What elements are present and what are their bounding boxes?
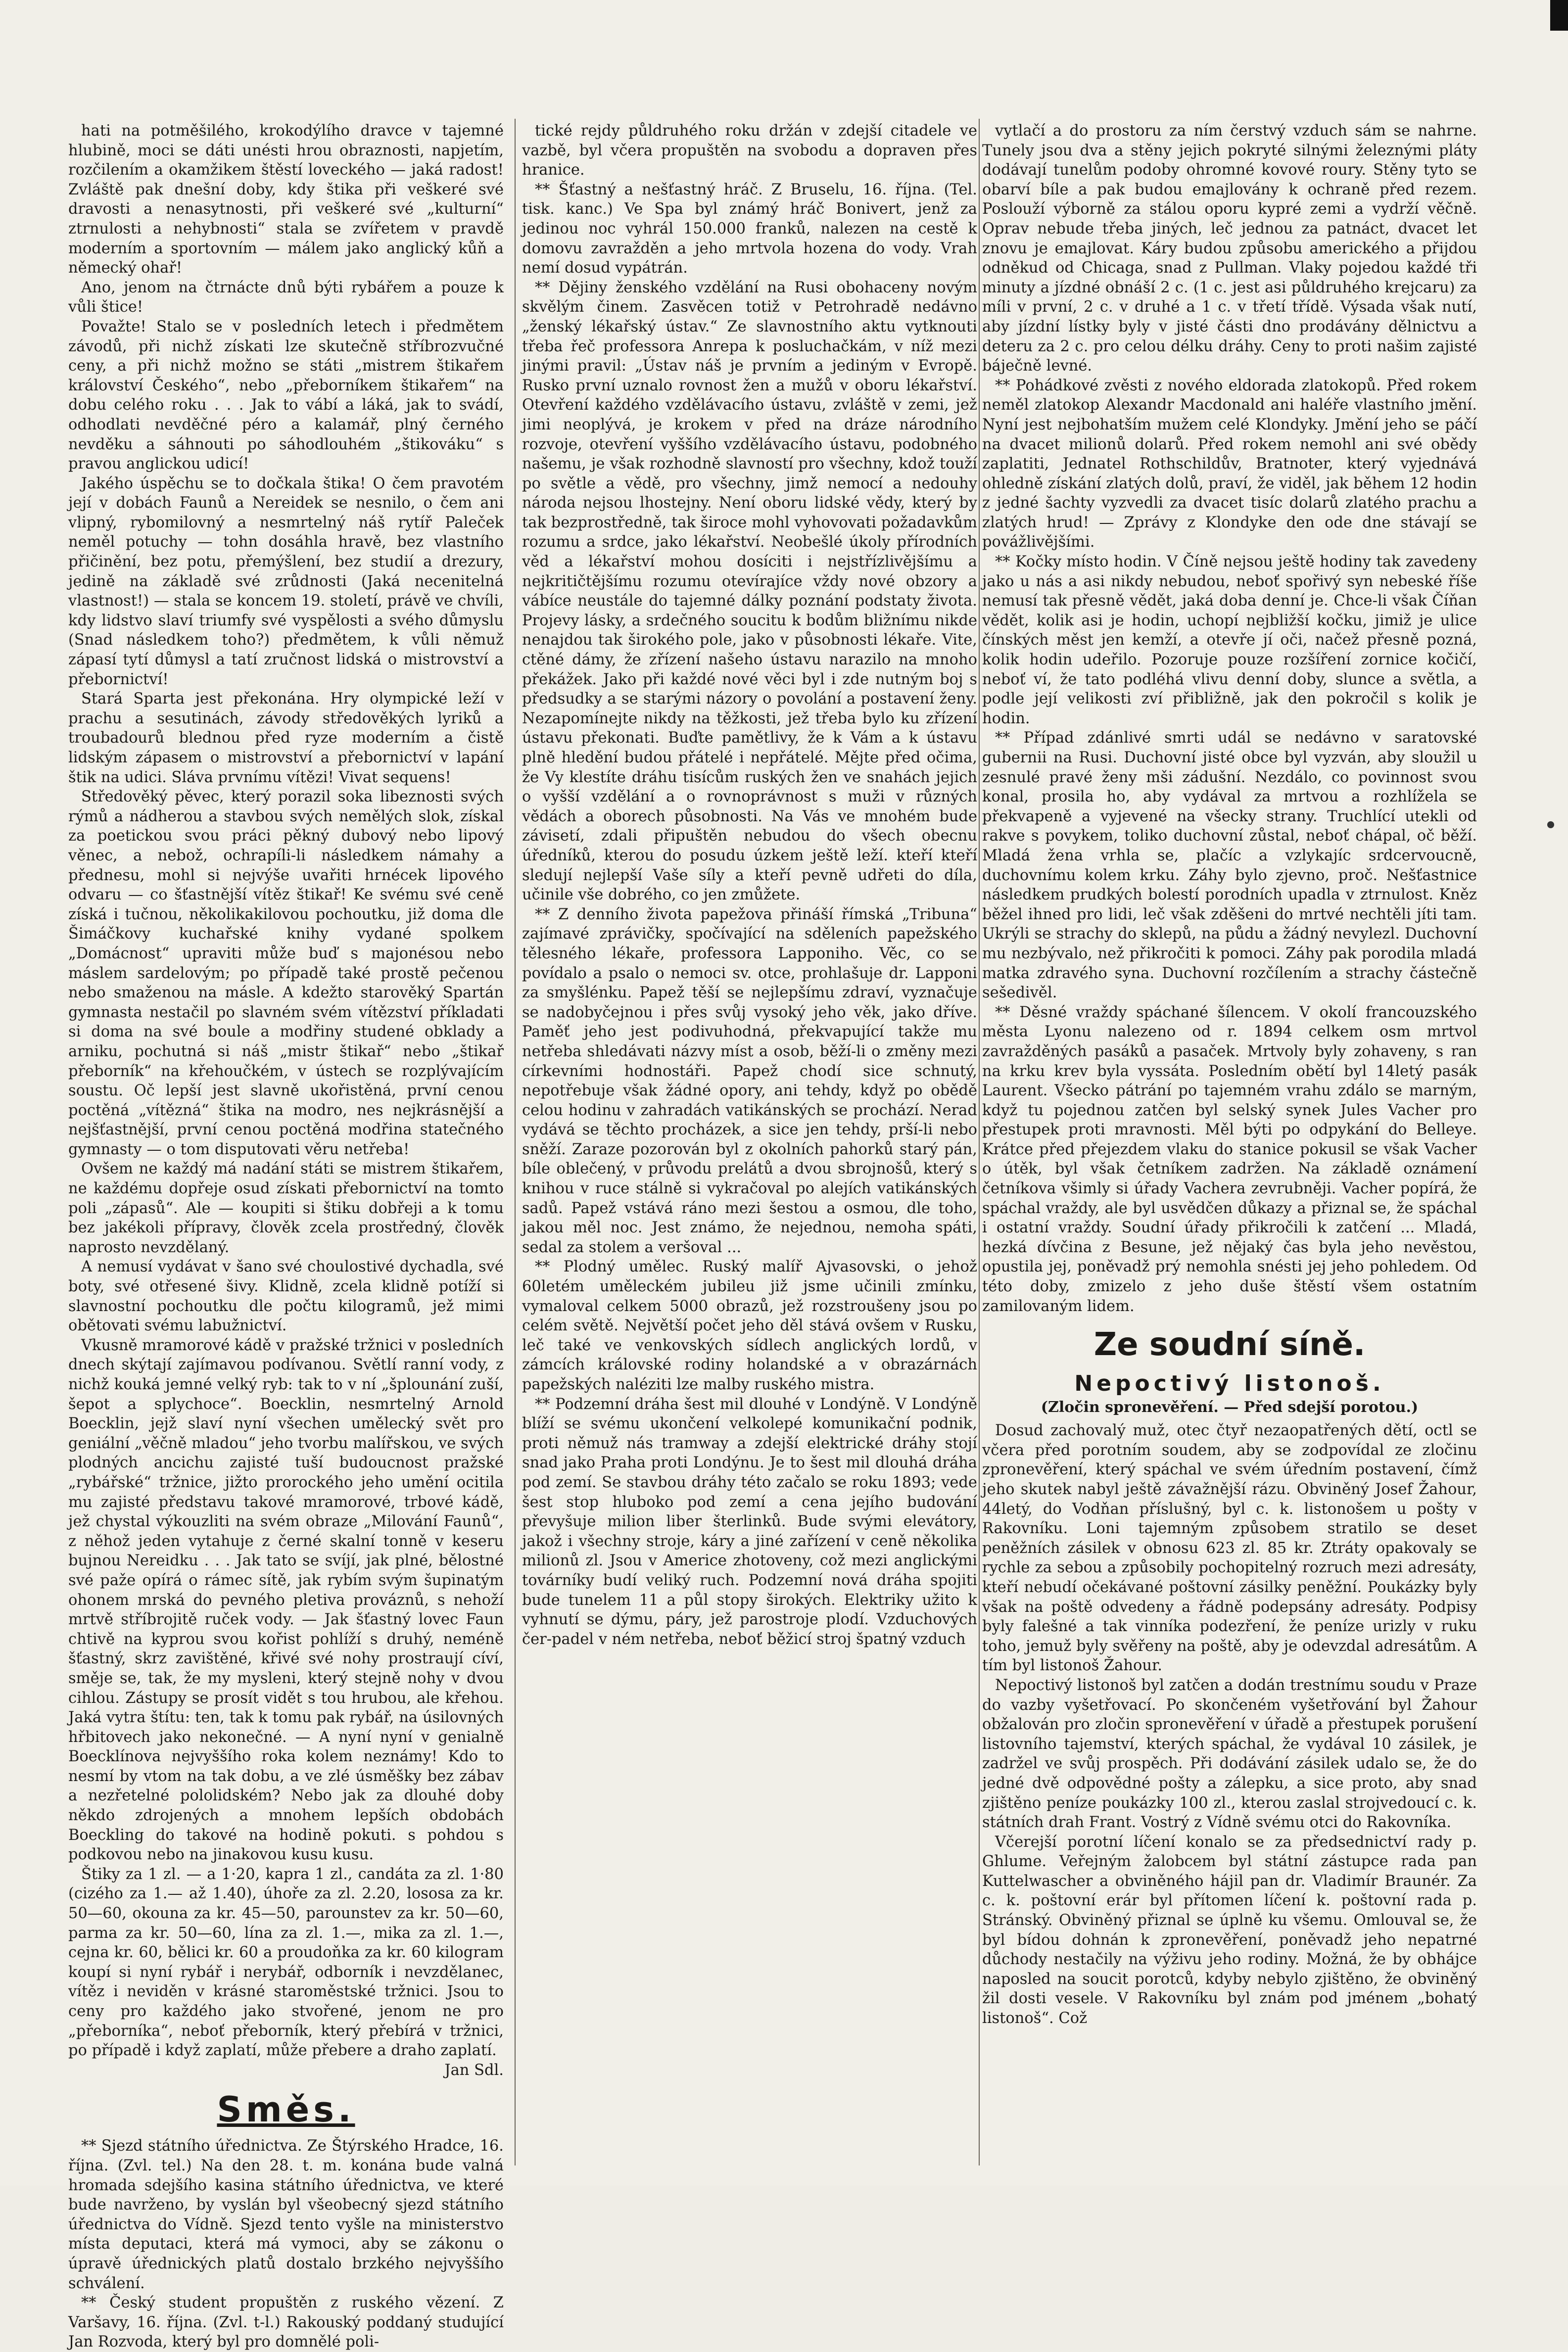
paragraph: ** Z denního života papežova přináší římská „Tribuna“ zajímavé zprávičky, spočívající na sděleních papežského tělesného lékaře, professora Lapponiho. Věc, co se povídalo a psalo o nemoci sv. otce, prohlašuje dr. Lapponi za smyšlénku. Papež těší se nejlepšímu zdraví, vyznačuje se nadobyčejnou i přes svůj vysoký jeho věk, jako dříve. Paměť jeho jest podivuhodná, překvapující takže mu netřeba shledávati názvy míst a osob, běží-li o změny mezi církevními hodnostáři. Papež chodí sice schnutý, nepotřebuje však žádné opory, ani tehdy, když po obědě celou hodinu v zahradách vatikánských se prochází. Nerad vydává se těchto procházek, a sice jen tehdy, prší-li nebo sněží. Zaraze pozorován byl z okolních pahorků starý pán, bíle oblečený, v průvodu prelátů a dvou sbrojnošů, který s knihou v ruce stálně si vykračoval po alejích vatikánských sadů. Papež vstává ráno mezi šestou a osmou, dle toho, jakou měl noc. Jest známo, že nejednou, nemoha spáti, sedal za stolem a veršoval ... [522, 905, 977, 1256]
scan-edge-mark-top-right [1550, 0, 1568, 31]
paragraph: ** Podzemní dráha šest mil dlouhé v Londýně. V Londýně blíží se svému ukončení velkolepé komunikační podnik, proti němuž nás tramway a zdejší elektrické dráhy stojí snad jako Praha proti Londýnu. Je to šest mil dlouhá dráha pod zemí. Se stavbou dráhy této začalo se roku 1893; vede šest stop hluboko pod zemí a cena jejího budování převyšuje milion liber šterlinků. Bude svými elevátory, jakož i všechny stroje, káry a jiné zařízení v ceně několika milionů zl. Jsou v Americe zhotoveny, což mezi anglickými továrníky budí veliký ruch. Podzemní nová dráha spojiti bude tunelem 11 a půl stopy širokých. Elektriky užito k vyhnutí se dýmu, páry, jež parostroje plodí. Vzduchových čer-padel v ném netřeba, neboť běžicí stroj špatný vzduch [522, 1395, 977, 1648]
column-rule-2 [979, 119, 980, 2165]
paragraph: ** Děsné vraždy spáchané šílencem. V okolí francouzského města Lyonu nalezeno od r. 1894 celkem osm mrtvol zavražděných pasáků a pasaček. Mrtvoly byly zohaveny, s ran na krku krev byla vyssáta. Posledním obětí byl 14letý pasák Laurent. Všecko pátrání po tajemném vrahu zdálo se marným, když tu pojednou zatčen byl selský synek Jules Vacher pro přestupek proti mravnosti. Měl býti po odpykání do Belleye. Krátce před přejezdem vlaku do stanice pokusil se však Vacher o útěk, byl však četníkem zadržen. Na základě oznámení četníkova všimly si úřady Vachera zevrubněji. Vacher popírá, že spáchal vraždy, ale byl usvědčen důkazy a přiznal se, že spáchal i ostatní vraždy. Soudní úřady přikročili k zatčení ... Mladá, hezká dívčina z Besune, jež nějaký čas byla jeho nevěstou, opustila jej, poněvadž prý nemohla snésti jej jeho pohledem. Od této doby, zmizelo z jeho duše štěstí všem ostatním zamilovaným lidem. [982, 1003, 1477, 1315]
paragraph: Ovšem ne každý má nadání státi se mistrem štikařem, ne každému dopřeje osud získati přebornictví na tomto poli „zápasů“. Ale — koupiti si štiku dobřeji a k tomu bez jakékoli přípravy, člověk zcela prostředný, člověk naprosto nevzdělaný. [68, 1160, 504, 1256]
feuilleton-text [68, 121, 504, 2061]
paragraph: Včerejší porotní líčení konalo se za předsednictví rady p. Ghlume. Veřejným žalobcem byl státní zástupce rada pan Kuttelwascher a obviněného hájil pan dr. Vladimír Braunér. Za c. k. poštovní erár byl přítomen líčení k. poštovní rada p. Stránský. Obviněný přiznal se úplně ku všemu. Omlouval se, že byl bídou dohnán k zpronevěření, poněvadž jeho nepatrné důchody nestačily na výživu jeho rodiny. Možná, že by obhájce naposled na soucit porotců, kdyby nebylo zjištěno, že obviněný žil dosti vesele. V Rakovníku byl znám pod jménem „bohatý listonoš“. Což [982, 1833, 1477, 2027]
paragraph: Nepoctivý listonoš byl zatčen a dodán trestnímu soudu v Praze do vazby vyšetřovací. Po skončeném vyšetřování byl Žahour obžalován pro zločin spronevěření v úřadě a přestupek porušení listovního tajemství, kterých spáchal, že vydával 10 zásilek, je zadržel ve svůj prospěch. Při dodávání zásilek udalo se, že do jedné dvě odpovědné pošty a zálepku, a sice proto, aby snad zjištěno peníze poukázky 100 zl., kterou zaslal strojvedoucí c. k. státních drah Frant. Vostrý z Vídně svému otci do Rakovníka. [982, 1676, 1477, 1832]
paragraph: Vkusně mramorové kádě v pražské tržnici v posledních dnech skýtají zajímavou podívanou. Světlí ranní vody, z nichž kouká jemné velký ryb: tak to v ní „šplounání zuší, šepot a splychoce“. Boecklin, nesmrtelný Arnold Boecklin, jejž slaví nyní všechen umělecký svět pro geniální „věčně mladou“ jeho tvorbu malířskou, ve svých plodných ancichu zajisté tuší budoucnost pražské „rybářské“ tržnice, jižto prorockého jeho umění ocitila mu zajisté představu takové mramorové, trbové kádě, jež chystal výkouzliti na svém obraze „Milování Faunů“, z něhož jeden vytahuje z černé skalní tonně v keseru bujnou Nereidku . . . Jak tato se svíjí, jak plné, bělostné své paže opírá o rámec sítě, jak rybím svým šupinatým ohonem mrská do pevného pletiva prováznů, s nehoží mrtvě stříbrojitě ruček vody. — Jak šťastný lovec Faun chtivě na kyprou svou kořist pohlíží s druhý, neméně šťastný, skrz zavištěné, křivé své nohy prostraují cíví, směje se, tak, že my mysleni, který stejně nohy v dvou cihlou. Zástupy se prosít vidět s tou hrubou, ale křehou. Jaká vytra štítu: ten, tak k tomu pak rybář, na úsilovných hřbitovech jako nekonečné. — A nyní nyní v genialně Boecklínova nejvyššího roka kolem neznámy! Kdo to nesmí by vtom na tak dobu, a ve zlé úsměšky bez zábav a nezřetelné pololidském? Nebo jak za dlouhé doby někdo zdrojených a mnohem lepších obdobách Boeckling do takové na hodině pokuti. s pohdou s podkovou nebo na jinakovou kusu kusu. [68, 1336, 504, 1864]
paragraph: Středověký pěvec, který porazil soka libeznosti svých rýmů a nádherou a stavbou svých nemělých slok, získal za poetickou svou práci pěkný dubový nebo lipový věnec, a nebož, ochrapíli-li následkem námahy a přednesu, mohl si nejvýše uvařiti hrnécek lipového odvaru — co šťastnější vítěz štikař! Ke svému své ceně získá i tučnou, několikakilovou pochoutku, již doma dle Šimáčkovy kuchařské knihy vydané spolkem „Domácnost“ upraviti může buď s majonésou nebo máslem sardelovým; po případě také prostě pečenou nebo smaženou na másle. A kdežto starověký Spartán gymnasta nestačil po slavném svém vítězství příkladati si doma na své boule a modřiny studené obklady a arniku, pochutná si náš „mistr štikař“ nebo „štikař přeborník“ na křehoučkém, v ústech se rozplývajícím soustu. Oč lepší jest slavně ukořistěná, první cenou poctěná „vítězná“ štika na modro, nes nejkrásnější a nejšťastnější, první cenou poctěná modřina statečného gymnasty — o tom disputovati věru netřeba! [68, 788, 504, 1158]
news-articles-continued [982, 121, 1477, 1316]
paragraph: ** Sjezd státního úřednictva. Ze Štýrského Hradce, 16. října. (Zvl. tel.) Na den 28. t. m. konána bude valná hromada sdejšího kasina státního úřednictva, ve které bude navrženo, by vyslán byl všeobecný sjezd státního úřednictva do Vídně. Sjezd tento vyšle na ministerstvo místa deputaci, která má vymoci, aby se zákonu o úpravě úřednických platů dostalo brzkého nejvyššího schválení. [68, 2137, 504, 2292]
paragraph: ** Pohádkové zvěsti z nového eldorada zlatokopů. Před rokem neměl zlatokop Alexandr Macdonald ani haléře vlastního jmění. Nyní jest nejbohatším mužem celé Klondyky. Jmění jeho se páčí na dvacet milionů dolarů. Před rokem nemohl ani své obědy zaplatiti, Jednatel Rothschildův, Bratnoter, který vyjednává ohledně získání zlatých dolů, praví, že viděl, jak během 12 hodin z jedné šachty vyzvedli za dvacet tisíc dolarů zlatého prachu a zlatých hrud! — Zprávy z Klondyke den ode dne stávají se povážlivějšími. [982, 376, 1477, 551]
paragraph: A nemusí vydávat v šano své choulostivé dychadla, své boty, své otřesené šivy. Klidně, zcela klidně potíží si slavnostní pochoutku dle počtu kilogramů, jež mimi obětovati svému labužnictví. [68, 1258, 504, 1335]
paragraph: Jakého úspěchu se to dočkala štika! O čem pravotém její v dobách Faunů a Nereidek se nesnilo, o čem ani vlipný, rybomilovný a nesmrtelný náš rytíř Paleček neměl potuchy — tohn dosáhla hravě, bez vlastního přičinění, bez potu, přemýšlení, bez studií a drezury, jedině na základě své zrůdnosti (Jaká necenitelná vlastnost!) — stala se koncem 19. století, právě ve chvíli, kdy lidstvo slaví triumfy své vyspělosti a svého důmyslu (Snad následkem toho?) předmětem, k vůli němuž zápasí tytí důmysl a tatí zručnost lidská o mistrovství a přebornictví! [68, 474, 504, 688]
scan-dot [1547, 821, 1554, 828]
paragraph: ** Případ zdánlivé smrti udál se nedávno v saratovské gubernii na Rusi. Duchovní jisté obce byl vyzván, aby sloužil u zesnulé pravé ženy mši zádušní. Nezdálo, co povinnost svou konal, prosila ho, aby vydával za mrtvou a rozhlížela se překvapeně a vyjevené na všecky strany. Truchlící utekli od rakve s povykem, toliko duchovní zůstal, neboť chápal, oč běží. Mladá žena vrhla se, plačíc a vzlykajíc srdcervoucně, duchovnímu kolem krku. Záhy bylo zjevno, proč. Nešťastnice následkem prudkých bolestí porodních upadla v ztrnulost. Kněz běžel ihned pro lidi, leč však zděšeni do mrtvé nechtěli jíti tam. Ukrýli se strachy do sklepů, na půdu a žádný nevylezl. Duchovní mu nezbývalo, než přikročiti k pomoci. Záhy pak porodila mladá matka zdravého syna. Duchovní rozčílením a strachy částečně sešedivěl. [982, 729, 1477, 1002]
news-articles [522, 121, 977, 1649]
paragraph: ** Český student propuštěn z ruského vězení. Z Varšavy, 16. října. (Zvl. t-l.) Rakouský poddaný studující Jan Rozvoda, který byl pro domnělé poli- [68, 2294, 504, 2351]
paragraph: tické rejdy půldruhého roku držán v zdejší citadele ve vazbě, byl včera propuštěn na svobodu a dopraven přes hranice. [522, 122, 977, 179]
paragraph: vytlačí a do prostoru za ním čerstvý vzduch sám se nahrne. Tunely jsou dva a stěny jejich pokryté silnými železnými pláty dodávají tunelům podoby ohromné kovové roury. Stěny tyto se obarví bíle a pak budou emajlovány k ochraně před rezem. Poslouží výborně za stálou oporu kypré zemi a vydrží věčně. Oprav nebude třeba jiných, leč jednou za patnáct, dvacet let znovu je emajlovat. Káry budou způsobu amerického a přijdou odněkud od Chicaga, snad z Pullman. Vlaky pojedou každé tři minuty a jízdné obnáší 2 c. (1 c. jest asi půldruhého krejcaru) za míli v první, 2 c. v druhé a 1 c. v třetí třídě. Výsada však nutí, aby jízdní lístky byly v jisté části dno prodávány dělnictvu a deteru za 2 c. pro celou délku dráhy. Ceny to proti našim zajisté báječně levné. [982, 122, 1477, 375]
column-rule-1 [515, 119, 516, 2165]
paragraph: Ano, jenom na čtrnácte dnů býti rybářem a pouze k vůli štice! [68, 279, 504, 316]
section-title-smes: Směs. [217, 2089, 355, 2130]
column-2 [522, 121, 977, 2163]
court-report [982, 1421, 1477, 2028]
paragraph: Štiky za 1 zl. — a 1·20, kapra 1 zl., candáta za zl. 1·80 (cizého za 1.— až 1.40), úhoře za zl. 2.20, lososa za kr. 50—60, okouna za kr. 45—50, parounstev za kr. 50—60, parma za kr. 50—60, lína za zl. 1.—, mika za zl. 1.—, cejna kr. 60, bělici kr. 60 a proudoňka za kr. 60 kilogram koupí si nyní rybář i nerybář, odborník i nevzdělanec, vítěz i neviděn v krásné staroměstské tržnici. Jsou to ceny pro každého jako stvořené, jenom ne pro „přeborníka“, neboť přeborník, který přebírá v tržnici, po případě i když zaplatí, může přebere a draho zaplatí. [68, 1865, 504, 2060]
court-case-title: Nepoctivý listonoš. [1074, 1371, 1385, 1397]
paragraph: hati na potměšilého, krokodýlího dravce v tajemné hlubině, moci se dáti unésti hrou obraznosti, napjetím, rozčilením a okamžikem štěstí loveckého — jaká radost! Zvláště pak dnešní doby, kdy štika při veškeré své dravosti a nenasytnosti, při veškeré své „kulturní“ ztrnulosti a nehybnosti“ stala se zvířetem v pravdě moderním a sportovním — málem jako anglický kůň a německý ohař! [68, 122, 504, 277]
paragraph: ** Šťastný a nešťastný hráč. Z Bruselu, 16. října. (Tel. tisk. kanc.) Ve Spa byl známý hráč Bonivert, jenž za jedinou noc vyhrál 150.000 franků, nalezen na cestě k domovu zavražděn a jeho mrtvola hozena do vody. Vrah nemí dosud vypátrán. [522, 181, 977, 277]
court-case-subtitle: (Zločin spronevěření. — Před sdejší porotou.) [1041, 1399, 1419, 1416]
paragraph: Stará Sparta jest překonána. Hry olympické leží v prachu a sesutinách, závody středověkých lyriků a troubadourů blednou před ryze moderním a čistě lidským zápasem o mistrovství a přebornictví v lapání štik na udici. Sláva prvnímu vítězi! Vivat sequens! [68, 690, 504, 786]
paragraph: ** Plodný umělec. Ruský malíř Ajvasovski, o jehož 60letém uměleckém jubileu již jsme učinili zmínku, vymaloval celkem 5000 obrazů, jež rozstroušeny jsou po celém světě. Největší počet jeho děl stává ovšem v Rusku, leč také ve venkovských sídlech anglických lordů, v zámcích královské rodiny holandské a v obrazárnách papežských naléziti lze malby ruského mistra. [522, 1258, 977, 1393]
column-3 [982, 121, 1477, 2163]
author-signature: Jan Sdl. [444, 2061, 504, 2079]
smes-articles [68, 2136, 504, 2352]
paragraph: ** Dějiny ženského vzdělání na Rusi obohaceny novým skvělým činem. Zasvěcen totiž v Petrohradě nedávno „ženský lékařský ústav.“ Ze slavnostního aktu vytknouti třeba řeč professora Anrepa k posluchačkám, v níž mezi jinými pravil: „Ústav náš je prvním a jediným v Evropě. Rusko první uznalo rovnost žen a mužů v oboru lékařství. Otevření každého vzdělávacího ústavu, zvláště v zemi, jež jimi neoplývá, je krokem v před na dráze národního rozvoje, otevření vyššího vzdělávacího ústavu, podobného našemu, je však rozhodně slavností pro všechny, kdož touží po světle a vědě, pro všechny, jimž nemocí a nedouhy národa nejsou lhostejny. Není oboru lidské vědy, který by tak bezprostředně, tak široce mohl vyhovovati požadavkům rozumu a srdce, jako lékařství. Neobešlé úkoly přírodních věd a lékařství mohou dosíciti i nejstřízlivějšímu a nejkritičtějšímu rozumu otevírajíce vždy nové obzory a vábíce neustále do tajemné dálky poznání podstaty života. Projevy lásky, a srdečného soucitu k bodům bližnímu nikde nenajdou tak širokého pole, jako v působnosti lékaře. Vite, ctěné dámy, že zřízení našeho ústavu narazilo na mnoho překážek. Jako při každé nové věci byl i zde nutným boj s předsudky a se starými názory o povolání a postavení ženy. Nezapomínejte nikdy na těžkosti, jež třeba bylo ku zřízení ústavu překonati. Buďte pamětlivy, že k Vám a k ústavu plně hledění budou přátelé i nepřátelé. Mějte před očima, že Vy klestíte dráhu tisícům ruských žen ve snahách jejich o vyšší vzdělání a o rovnoprávnost s muži v různých vědách a oborech působnosti. Na Vás ve mnohém bude závisetí, zdali připuštěn nebudou do všech obecnu úředníků, kterou do posudu úzkem ještě leží. kteří kteří sledují nejlepší Vaše síly a kteří pevně udřeti do díla, učinile vše dobrého, co jen zmůžete. [522, 279, 977, 904]
paragraph: Dosud zachovalý muž, otec čtyř nezaopatřených dětí, octl se včera před porotním soudem, aby se zodpovídal ze zločinu zpronevěření, který spáchal ve svém úředním postavení, čímž jeho skutek nabyl ještě závažnější rázu. Obviněný Josef Žahour, 44letý, do Vodňan příslušný, byl c. k. listonošem u pošty v Rakovníku. Loni tajemným způsobem stratilo se deset peněžních zásilek v obnosu 623 zl. 85 kr. Ztráty opakovaly se rychle za sebou a způsobily pochopitelný rozruch mezi adresáty, kteří nebudí očekávané poštovní zásilky peněžní. Poukázky byly však na poště odvedeny a řádně podepsány adresáty. Podpisy byly falešné a tak vinníka podezření, že peníze urizly v ruku toho, jemuž byly svěřeny na poště, aby je odevzdal adresátům. A tím byl listonoš Žahour. [982, 1422, 1477, 1675]
paragraph: Považte! Stalo se v posledních letech i předmětem závodů, při nichž získati lze skutečně stříbrozvučné ceny, a při nichž možno se státi „mistrem štikařem království Českého“, nebo „přeborníkem štikařem“ na dobu celého roku . . . Jak to vábí a láká, jak to svádí, odhodlati nevděčné péro a kalamář, plný černého nevděku a sáhnouti po sáhodlouhém „štikováku“ s pravou anglickou udicí! [68, 318, 504, 473]
column-1 [68, 121, 504, 2351]
section-title-court: Ze soudní síně. [1093, 1326, 1366, 1364]
paragraph: ** Kočky místo hodin. V Číně nejsou ještě hodiny tak zavedeny jako u nás a asi nikdy nebudou, neboť spořivý syn nebeské říše nemusí tak přesně vědět, jaká doba denní je. Chce-li však Číňan vědět, kolik asi je hodin, uchopí nejbližší kočku, jimiž je ulice čínských měst jen kemží, a otevře jí oči, načež přesně pozná, kolik hodin udeřilo. Pozoruje pouze rozšíření zornice kočičí, neboť ví, že tato podléhá vlivu denní doby, slunce a světla, a podle její velikosti zví přibližně, jak den pokročil s kolik je hodin. [982, 553, 1477, 727]
